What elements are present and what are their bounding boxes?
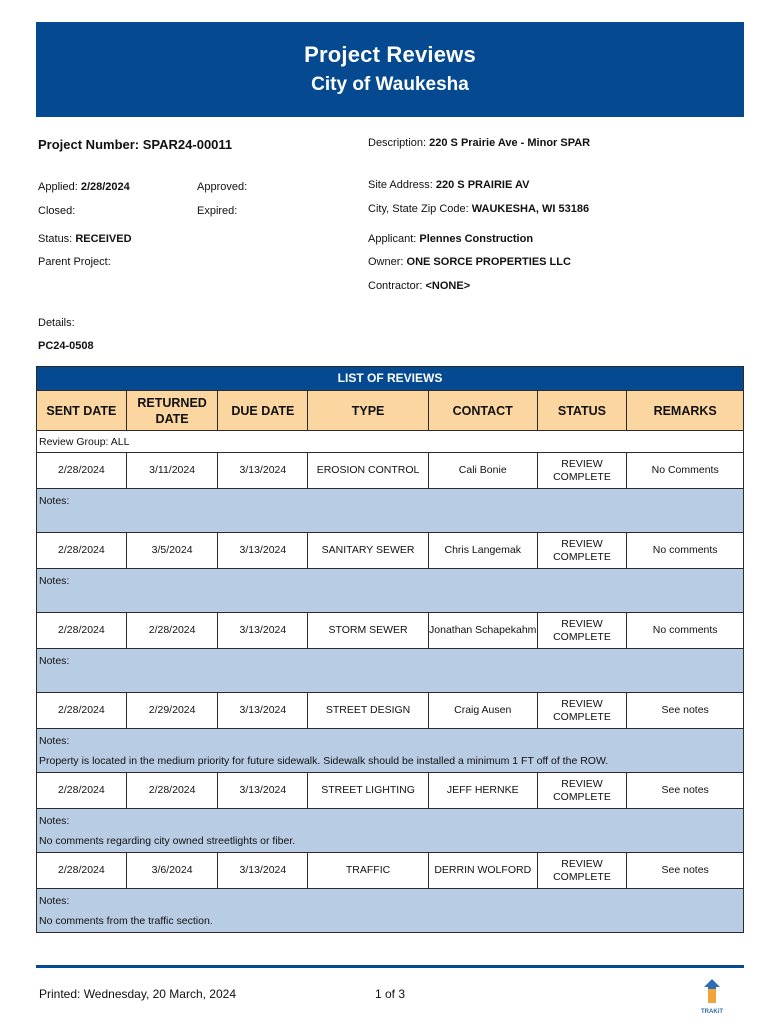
returned-date-cell: 2/28/2024 (127, 613, 219, 648)
notes-section (37, 568, 743, 612)
notes-label: Notes: (39, 655, 70, 667)
contact-cell: Jonathan Schapekahm (429, 613, 538, 648)
sent-date-cell: 2/28/2024 (37, 533, 127, 568)
table-row (37, 772, 743, 808)
applicant: Applicant: Plennes Construction (368, 233, 534, 245)
remarks-cell: No Comments (651, 464, 719, 476)
table-row (37, 692, 743, 728)
returned-date-cell: 2/28/2024 (127, 773, 219, 808)
project-number: Project Number: SPAR24-00011 (38, 137, 233, 152)
column-header: REMARKS (627, 390, 743, 430)
notes-label: Notes: (39, 895, 70, 907)
remarks-cell: See notes (661, 704, 709, 716)
sent-date-cell: 2/28/2024 (37, 853, 127, 888)
contact-cell: Chris Langemak (429, 533, 538, 568)
due-date-cell: 3/13/2024 (218, 773, 308, 808)
review-group: Review Group: ALL (37, 430, 743, 452)
notes-section (37, 888, 743, 932)
table-row (37, 532, 743, 568)
status-cell: REVIEW COMPLETE (538, 853, 628, 888)
type-cell: EROSION CONTROL (308, 453, 429, 488)
notes-text: Property is located in the medium priority for future sidewalk. Sidewalk should be installed a minimum 1 FT off of the ROW. (39, 755, 609, 767)
city-state-zip: City, State Zip Code: WAUKESHA, WI 53186 (368, 203, 590, 215)
notes-text: No comments regarding city owned streetlights or fiber. (39, 835, 296, 847)
notes-section (37, 808, 743, 852)
table-header (37, 390, 743, 430)
notes-section (37, 728, 743, 772)
remarks-cell: See notes (661, 864, 709, 876)
closed-date: Closed: (38, 205, 76, 217)
due-date-cell: 3/13/2024 (218, 853, 308, 888)
type-cell: TRAFFIC (308, 853, 429, 888)
due-date-cell: 3/13/2024 (218, 453, 308, 488)
approved-date: Approved: (197, 181, 248, 193)
status-cell: REVIEW COMPLETE (538, 693, 628, 728)
report-title: Project Reviews (304, 42, 476, 67)
contact-cell: DERRIN WOLFORD (429, 853, 538, 888)
remarks-cell: See notes (661, 784, 709, 796)
trakit-logo-icon (698, 975, 726, 1015)
applied-date: Applied: 2/28/2024 (38, 181, 130, 193)
page-number: 1 of 3 (375, 987, 406, 1001)
due-date-cell: 3/13/2024 (218, 613, 308, 648)
logo-text: TRAKiT (701, 1009, 723, 1015)
report-subtitle: City of Waukesha (311, 74, 469, 95)
sent-date-cell: 2/28/2024 (37, 613, 127, 648)
contact-cell: Cali Bonie (429, 453, 538, 488)
notes-section (37, 648, 743, 692)
column-header: SENT DATE (37, 390, 127, 430)
reviews-table (36, 366, 744, 933)
status-cell: REVIEW COMPLETE (538, 773, 628, 808)
project-status: Status: RECEIVED (38, 233, 132, 245)
notes-label: Notes: (39, 575, 70, 587)
reviews-title: LIST OF REVIEWS (37, 367, 743, 390)
table-row (37, 452, 743, 488)
returned-date-cell: 2/29/2024 (127, 693, 219, 728)
column-header: DUE DATE (218, 390, 308, 430)
notes-label: Notes: (39, 495, 70, 507)
notes-label: Notes: (39, 815, 70, 827)
status-cell: REVIEW COMPLETE (538, 453, 628, 488)
parent-project: Parent Project: (38, 256, 111, 268)
site-address: Site Address: 220 S PRAIRIE AV (368, 179, 530, 191)
column-header: TYPE (308, 390, 429, 430)
review-rows (37, 452, 743, 932)
sent-date-cell: 2/28/2024 (37, 453, 127, 488)
notes-section (37, 488, 743, 532)
type-cell: SANITARY SEWER (308, 533, 429, 568)
notes-text: No comments from the traffic section. (39, 915, 213, 927)
type-cell: STREET DESIGN (308, 693, 429, 728)
table-row (37, 612, 743, 648)
contact-cell: JEFF HERNKE (429, 773, 538, 808)
footer-divider (36, 965, 744, 968)
status-cell: REVIEW COMPLETE (538, 533, 628, 568)
details-label: Details: (38, 317, 75, 329)
status-cell: REVIEW COMPLETE (538, 613, 628, 648)
returned-date-cell: 3/6/2024 (127, 853, 219, 888)
details-value: PC24-0508 (38, 340, 94, 352)
returned-date-cell: 3/5/2024 (127, 533, 219, 568)
type-cell: STORM SEWER (308, 613, 429, 648)
returned-date-cell: 3/11/2024 (127, 453, 219, 488)
notes-label: Notes: (39, 735, 70, 747)
due-date-cell: 3/13/2024 (218, 693, 308, 728)
report-header (36, 22, 744, 117)
contractor: Contractor: <NONE> (368, 280, 471, 292)
expired-date: Expired: (197, 205, 238, 217)
type-cell: STREET LIGHTING (308, 773, 429, 808)
sent-date-cell: 2/28/2024 (37, 693, 127, 728)
column-header: STATUS (538, 390, 628, 430)
remarks-cell: No comments (652, 544, 718, 556)
owner: Owner: ONE SORCE PROPERTIES LLC (368, 256, 571, 268)
column-header: CONTACT (429, 390, 538, 430)
column-header: RETURNED DATE (127, 390, 219, 430)
table-row (37, 852, 743, 888)
project-description: Description: 220 S Prairie Ave - Minor SPAR (368, 137, 591, 149)
sent-date-cell: 2/28/2024 (37, 773, 127, 808)
printed-date: Printed: Wednesday, 20 March, 2024 (39, 987, 237, 1001)
remarks-cell: No comments (652, 624, 718, 636)
contact-cell: Craig Ausen (429, 693, 538, 728)
due-date-cell: 3/13/2024 (218, 533, 308, 568)
